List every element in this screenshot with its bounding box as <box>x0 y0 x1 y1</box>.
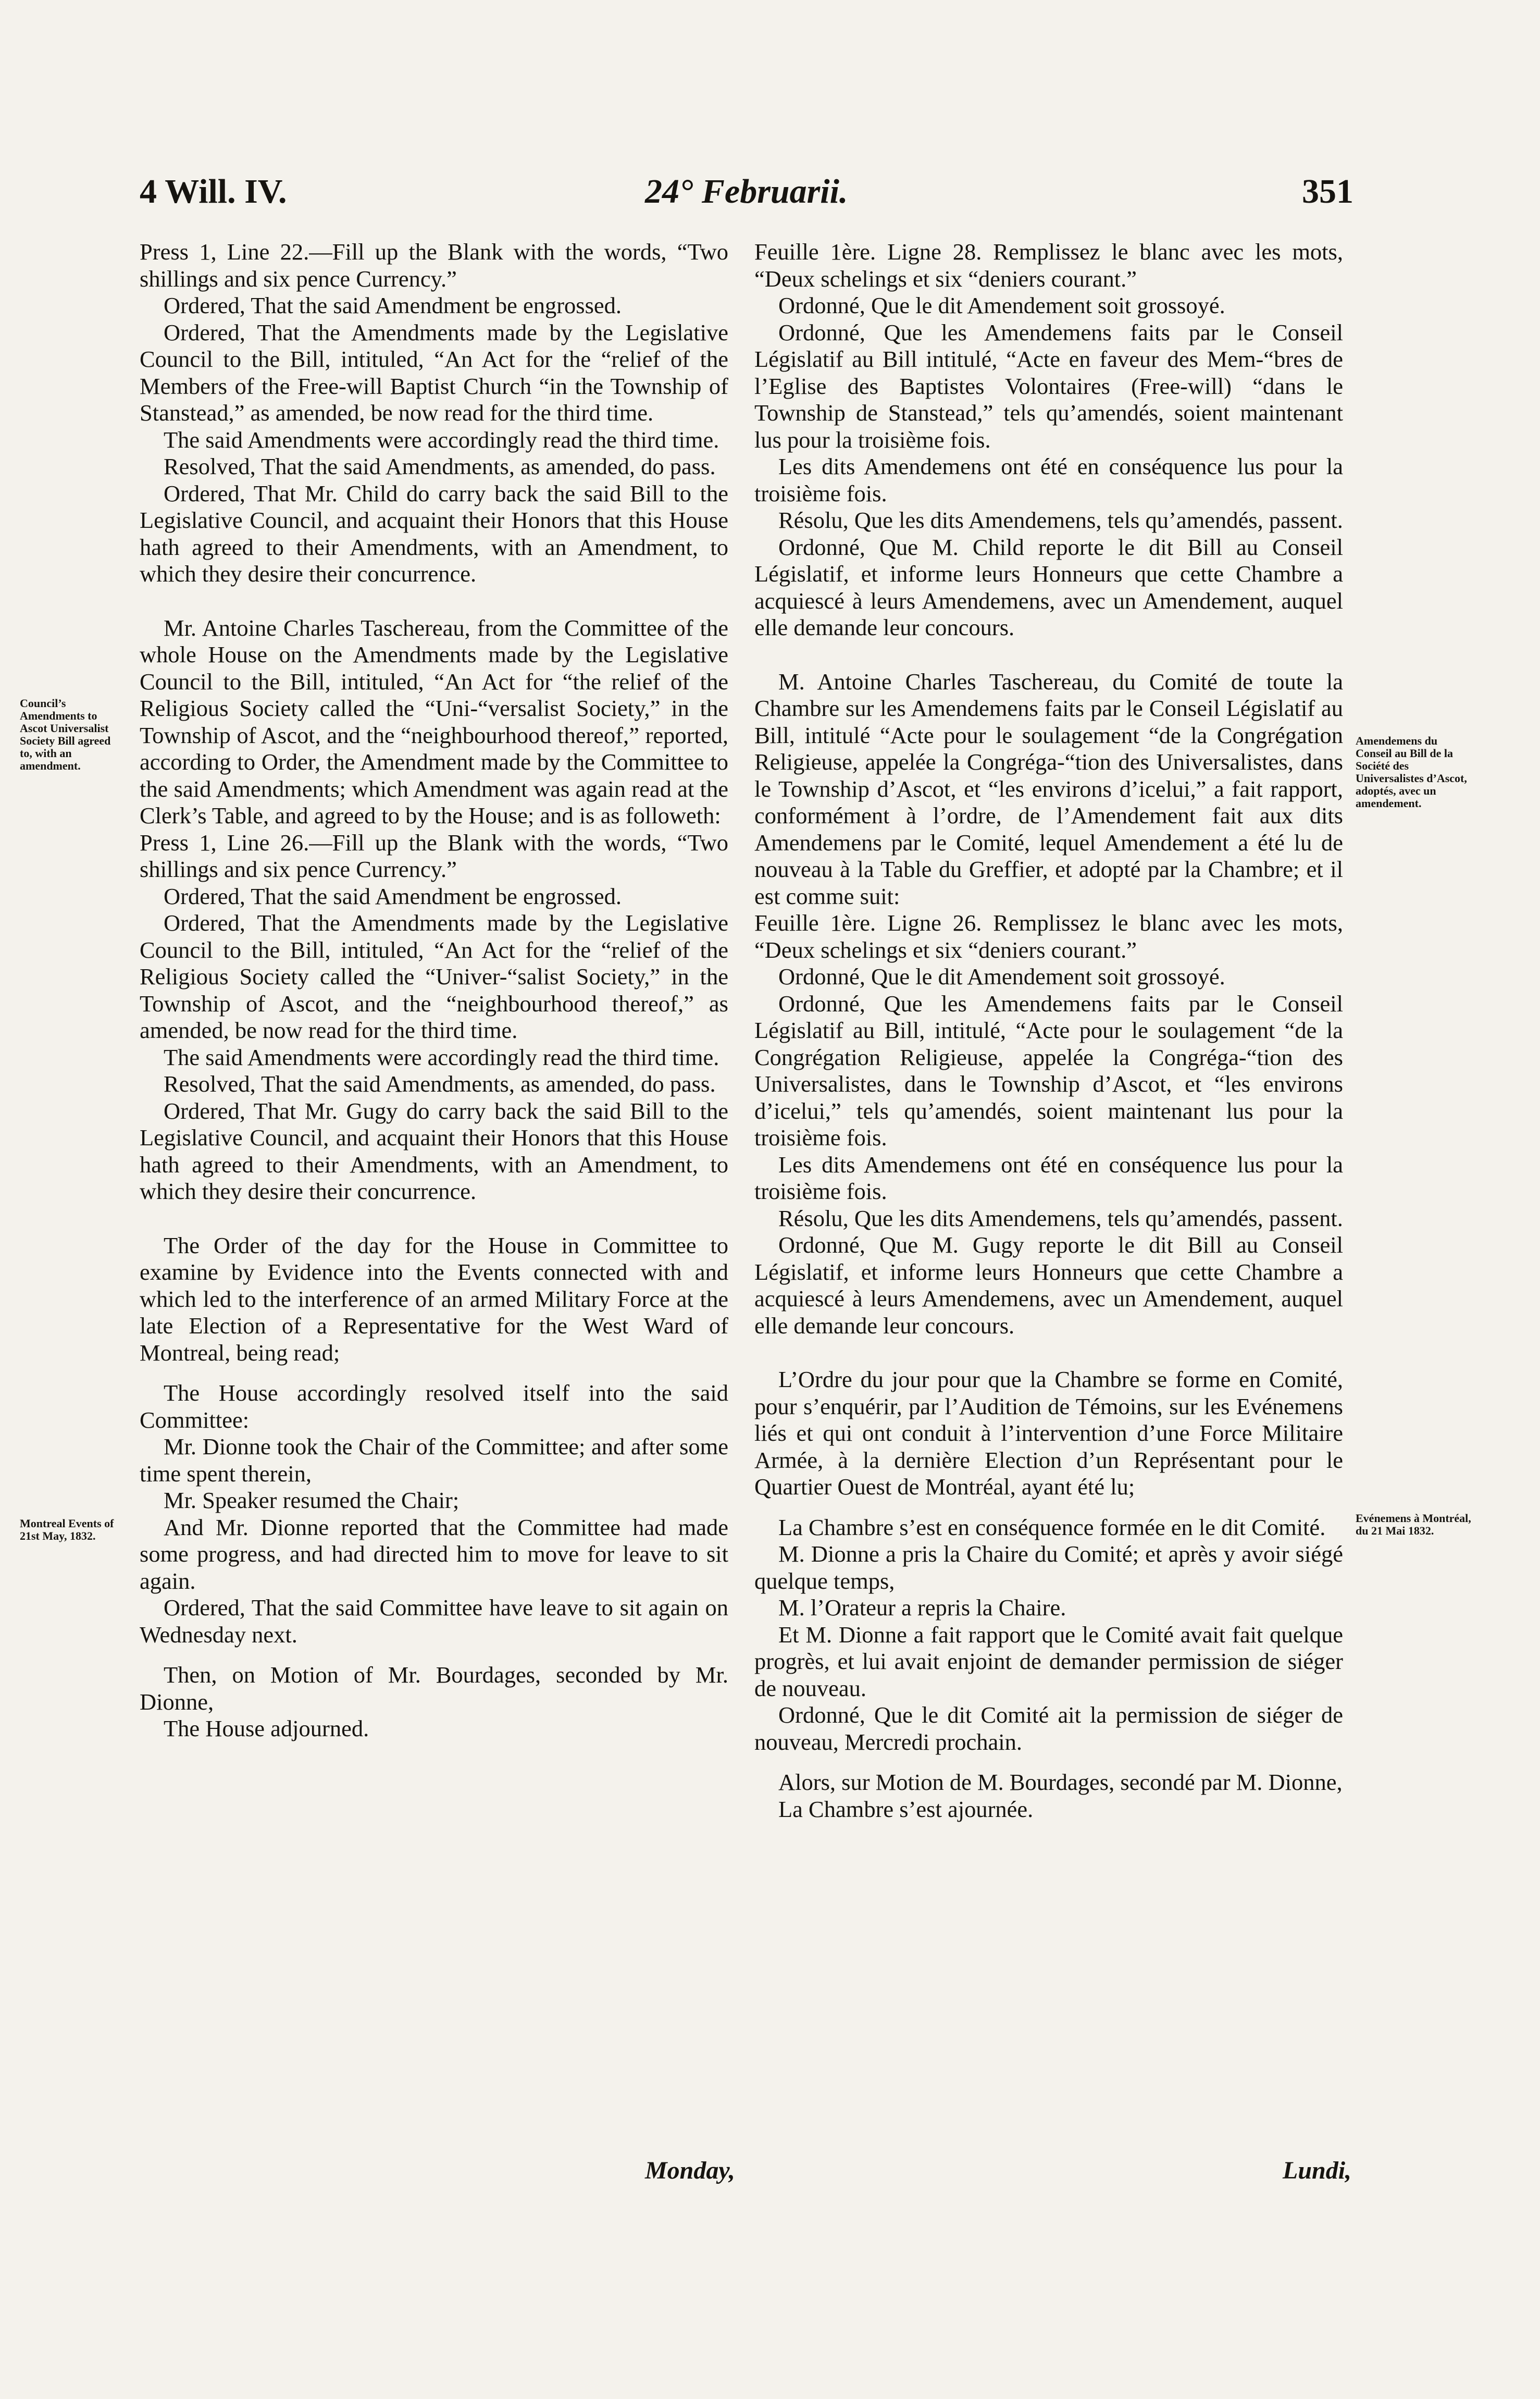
paragraph: Ordonné, Que M. Child reporte le dit Bill au Conseil Législatif, et informe leurs Honneurs que cette Chambre a acquiescé à leurs Amendemens, avec un Amendement, auquel elle demande leur concours. <box>754 534 1343 640</box>
paragraph: Mr. Dionne took the Chair of the Committee; and after some time spent therein, <box>140 1433 728 1487</box>
paragraph: Ordered, That the said Amendment be engrossed. <box>164 292 622 318</box>
paragraph-spacer <box>140 588 728 615</box>
paragraph: Ordonné, Que les Amendemens faits par le Conseil Législatif au Bill, intitulé, “Acte pour le soulagement “de la Congrégation Religieuse, appelée la Congréga-“tion des Universalistes, dans le Township d’Ascot, et “les environs d’icelui,” tels qu’amendés, soient maintenant lus pour la troisième fois. <box>754 990 1343 1151</box>
paragraph: Résolu, Que les dits Amendemens, tels qu’amendés, passent. <box>778 507 1343 533</box>
paragraph: La Chambre s’est en conséquence formée en le dit Comité. <box>778 1514 1326 1540</box>
regnal-year: 4 Will. IV. <box>140 172 287 211</box>
paragraph: M. Antoine Charles Taschereau, du Comité de toute la Chambre sur les Amendemens faits par le Conseil Législatif au Bill, intitulé “Acte pour le soulagement “de la Congrégation Religieuse, appelée la Congréga-“tion des Universalistes, dans le Township d’Ascot, et “les environs d’icelui,” a fait rapport, conformément à l’ordre, de l’Amendement fait aux dits Amendemens par le Comité, lequel Amendement a été lu de nouveau à la Table du Greffier, et adopté par la Chambre; et il est comme suit: <box>754 668 1343 909</box>
paragraph: Ordered, That Mr. Gugy do carry back the said Bill to the Legislative Council, and acquaint their Honors that this House hath agreed to their Amendments, with an Amendment, to which they desire their concurrence. <box>140 1097 728 1204</box>
paragraph: Résolu, Que les dits Amendemens, tels qu’amendés, passent. <box>778 1205 1343 1231</box>
date-heading: 24° Februarii. <box>645 172 848 211</box>
margin-note-right-montreal: Evénemens à Montréal, du 21 Mai 1832. <box>1356 1512 1471 1537</box>
paragraph: Ordonné, Que le dit Comité ait la permission de siéger de nouveau, Mercredi prochain. <box>754 1702 1343 1755</box>
paragraph: Ordonné, Que M. Gugy reporte le dit Bill au Conseil Législatif, et informe leurs Honneurs que cette Chambre a acquiescé à leurs Amendemens, avec un Amendement, auquel elle demande leur concours. <box>754 1232 1343 1339</box>
paragraph: L’Ordre du jour pour que la Chambre se forme en Comité, pour s’enquérir, par l’Audition de Témoins, sur les Evénemens liés et qui ont conduit à l’intervention d’une Force Militaire Armée, à la dernière Election d’un Représentant pour le Quartier Ouest de Montréal, ayant été lu; <box>754 1366 1343 1500</box>
paragraph: Ordered, That Mr. Child do carry back the said Bill to the Legislative Council, and acquaint their Honors that this House hath agreed to their Amendments, with an Amendment, to which they desire their concurrence. <box>140 480 728 587</box>
paragraph: Feuille 1ère. Ligne 28. Remplissez le blanc avec les mots, “Deux schelings et six “deniers courant.” <box>754 239 1343 292</box>
paragraph-spacer <box>140 1648 728 1662</box>
paragraph: Press 1, Line 22.—Fill up the Blank with the words, “Two shillings and six pence Currency.” <box>140 239 728 292</box>
paragraph-spacer <box>754 1339 1343 1366</box>
paragraph: Mr. Antoine Charles Taschereau, from the Committee of the whole House on the Amendments made by the Legislative Council to the Bill, intituled, “An Act for “the relief of the Religious Society called the “Uni-“versalist Society,” in the Township of Ascot, and the “neighbourhood thereof,” reported, according to Order, the Amendment made by the Committee to the said Amendments; which Amendment was again read at the Clerk’s Table, and agreed to by the House; and is as followeth: <box>140 614 728 828</box>
paragraph: Feuille 1ère. Ligne 26. Remplissez le blanc avec les mots, “Deux schelings et six “deniers courant.” <box>754 910 1343 963</box>
paragraph: Ordonné, Que le dit Amendement soit grossoyé. <box>778 963 1225 990</box>
margin-note-right-ascot: Amendemens du Conseil au Bill de la Société des Universalistes d’Ascot, adoptés, avec un amendement. <box>1356 734 1467 810</box>
paragraph: M. Dionne a pris la Chaire du Comité; et après y avoir siégé quelque temps, <box>754 1541 1343 1594</box>
paragraph: Alors, sur Motion de M. Bourdages, secondé par M. Dionne, <box>778 1769 1343 1795</box>
page-number: 351 <box>1302 172 1353 211</box>
paragraph: Ordered, That the said Committee have leave to sit again on Wednesday next. <box>140 1594 728 1648</box>
paragraph: Ordonné, Que le dit Amendement soit grossoyé. <box>778 292 1225 318</box>
catchword-english: Monday, <box>645 2157 735 2184</box>
paragraph-spacer <box>140 1366 728 1380</box>
paragraph: Resolved, That the said Amendments, as amended, do pass. <box>164 1071 716 1097</box>
paragraph: The House adjourned. <box>164 1715 369 1741</box>
paragraph-spacer <box>754 641 1343 669</box>
paragraph: Et M. Dionne a fait rapport que le Comité avait fait quelque progrès, et lui avait enjoint de demander permission de siéger de nouveau. <box>754 1621 1343 1701</box>
paragraph: The said Amendments were accordingly read the third time. <box>164 1044 719 1070</box>
paragraph: Les dits Amendemens ont été en conséquence lus pour la troisième fois. <box>754 1151 1343 1204</box>
paragraph: M. l’Orateur a repris la Chaire. <box>778 1594 1066 1621</box>
paragraph: And Mr. Dionne reported that the Committee had made some progress, and had directed him to move for leave to sit again. <box>140 1514 728 1594</box>
paragraph: The Order of the day for the House in Committee to examine by Evidence into the Events connected with and which led to the interference of an armed Military Force at the late Election of a Representative for the West Ward of Montreal, being read; <box>140 1232 728 1366</box>
paragraph-spacer <box>754 1501 1343 1514</box>
french-column <box>754 239 1343 1823</box>
paragraph: Ordered, That the said Amendment be engrossed. <box>164 883 622 909</box>
margin-note-left-ascot: Council’s Amendments to Ascot Universalist Society Bill agreed to, with an amendment. <box>20 697 111 772</box>
paragraph: Ordered, That the Amendments made by the Legislative Council to the Bill, intituled, “An Act for the “relief of the Religious Society called the “Univer-“salist Society,” in the Township of Ascot, and the “neighbourhood thereof,” as amended, be now read for the third time. <box>140 910 728 1043</box>
paragraph: Resolved, That the said Amendments, as amended, do pass. <box>164 453 716 479</box>
page-header <box>140 172 1353 229</box>
paragraph: Then, on Motion of Mr. Bourdages, seconded by Mr. Dionne, <box>140 1662 728 1715</box>
paragraph-spacer <box>754 1755 1343 1769</box>
catchword-french: Lundi, <box>1283 2157 1352 2184</box>
margin-note-left-montreal: Montreal Events of 21st May, 1832. <box>20 1517 114 1542</box>
paragraph: Les dits Amendemens ont été en conséquence lus pour la troisième fois. <box>754 453 1343 506</box>
paragraph: Press 1, Line 26.—Fill up the Blank with the words, “Two shillings and six pence Currency.” <box>140 829 728 882</box>
paragraph: The said Amendments were accordingly read the third time. <box>164 426 719 453</box>
paragraph: The House accordingly resolved itself into the said Committee: <box>140 1380 728 1433</box>
paragraph-spacer <box>140 1205 728 1232</box>
paragraph: Mr. Speaker resumed the Chair; <box>164 1487 459 1513</box>
paragraph: Ordered, That the Amendments made by the Legislative Council to the Bill, intituled, “An Act for the “relief of the Members of the Free-will Baptist Church “in the Township of Stanstead,” as amended, be now read for the third time. <box>140 319 728 426</box>
english-column <box>140 239 728 1742</box>
paragraph: La Chambre s’est ajournée. <box>778 1796 1034 1822</box>
paragraph: Ordonné, Que les Amendemens faits par le Conseil Législatif au Bill intitulé, “Acte en faveur des Mem-“bres de l’Eglise des Baptistes Volontaires (Free-will) “dans le Township de Stanstead,” tels qu’amendés, soient maintenant lus pour la troisième fois. <box>754 319 1343 453</box>
